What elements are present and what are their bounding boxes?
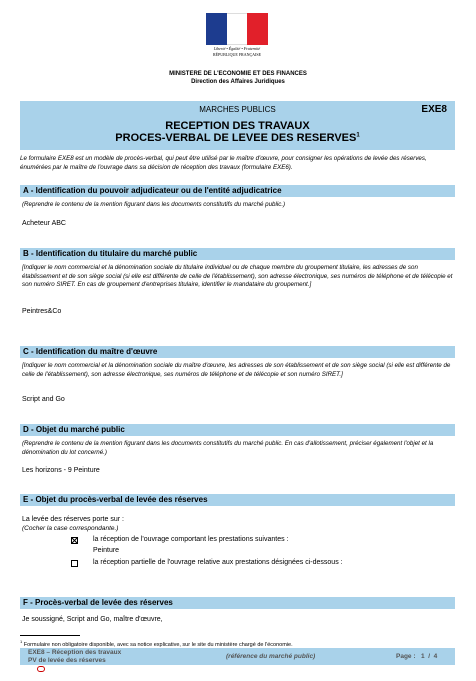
section-a-value: Acheteur ABC (22, 220, 66, 227)
option-1-label: la réception de l'ouvrage comportant les prestations suivantes : (93, 536, 289, 543)
footnote: $^1$ Formulaire non obligatoire disponible, avec sa notice explicative, sur le site du ministère chargé de l'économie. (20, 639, 293, 648)
page-footer (20, 648, 455, 665)
title-banner (20, 101, 455, 150)
section-b-value: Peintres&Co (22, 308, 62, 315)
option-2-checkbox[interactable] (71, 560, 78, 567)
french-flag-icon (206, 13, 268, 45)
option-1-checkbox[interactable] (71, 537, 78, 544)
logo-motto: Liberté • Égalité • Fraternité (213, 46, 261, 51)
section-e-header: E - Objet du procès-verbal de levée des réserves (20, 494, 455, 506)
form-code: EXE8 (421, 104, 447, 115)
section-d-note: (Reprendre le contenu de la mention figurant dans les documents constitutifs du marché public. En cas d'allotissement, préciser également l'objet et la dénomination du lot concerné.) (22, 440, 434, 456)
red-mark-icon (37, 666, 45, 672)
section-a-note: (Reprendre le contenu de la mention figurant dans les documents constitutifs du marché public.) (22, 201, 286, 208)
footer-reference: (référence du marché public) (226, 653, 316, 660)
section-b-header: B - Identification du titulaire du marché public (20, 248, 455, 260)
option-1-detail: Peinture (93, 547, 120, 554)
banner-subtitle: MARCHES PUBLICS (199, 105, 276, 114)
section-e-line2: (Cocher la case correspondante.) (22, 525, 119, 532)
section-f-text: Je soussigné, Script and Go, maître d'œuvre, (22, 616, 163, 623)
footer-line-1: EXE8 – Réception des travaux (28, 649, 122, 656)
section-c-header: C - Identification du maître d'œuvre (20, 346, 455, 358)
section-c-note: [Indiquer le nom commercial et la dénomination sociale du maître d'œuvre, les adresses de son établissement et de son siège social (si elle est différente de celle de l'établissement), son adresse électronique, ses numéros de téléphone et de télécopie et son numéro SIRET.] (22, 362, 451, 378)
ministry-name: MINISTERE DE L'ECONOMIE ET DES FINANCES (169, 71, 307, 77)
section-f-header: F - Procès-verbal de levée des réserves (20, 597, 455, 609)
section-c-value: Script and Go (22, 396, 65, 403)
republique-logo (204, 13, 270, 61)
footer-page: Page : 1 / 4 (396, 653, 438, 660)
banner-title-1: RECEPTION DES TRAVAUX (165, 120, 310, 132)
intro-text: Le formulaire EXE8 est un modèle de procès-verbal, qui peut être utilisé par le maître d'œuvre, pour consigner les opérations de levée des réserves, énumérées par le maître de l'ouvrage dans sa décision de réception des travaux (formulaire EXE6). (20, 155, 427, 171)
option-2-label: la réception partielle de l'ouvrage relative aux prestations désignées ci-dessous : (93, 559, 343, 566)
logo-republic: RÉPUBLIQUE FRANÇAISE (212, 52, 262, 57)
direction-name: Direction des Affaires Juridiques (191, 79, 285, 85)
section-e-line1: La levée des réserves porte sur : (22, 516, 124, 523)
section-b-note: [Indiquer le nom commercial et la dénomination sociale du titulaire individuel ou de chaque membre du groupement titulaire, les adresses de son établissement et de son siège social (si elle est différente de celle de l'établissement), son adresse électronique, ses numéros de téléphone et de télécopie et son numéro SIRET. En cas de groupement d'entreprises titulaire, identifier le mandataire du groupement.] (22, 264, 453, 288)
section-a-header: A - Identification du pouvoir adjudicateur ou de l'entité adjudicatrice (20, 185, 455, 197)
section-d-value: Les horizons - 9 Peinture (22, 467, 100, 474)
footer-line-2: PV de levée des réserves (28, 657, 106, 664)
footnote-rule (20, 635, 80, 636)
section-d-header: D - Objet du marché public (20, 424, 455, 436)
banner-title-2: PROCES-VERBAL DE LEVEE DES RESERVES$^1$ (115, 132, 360, 144)
